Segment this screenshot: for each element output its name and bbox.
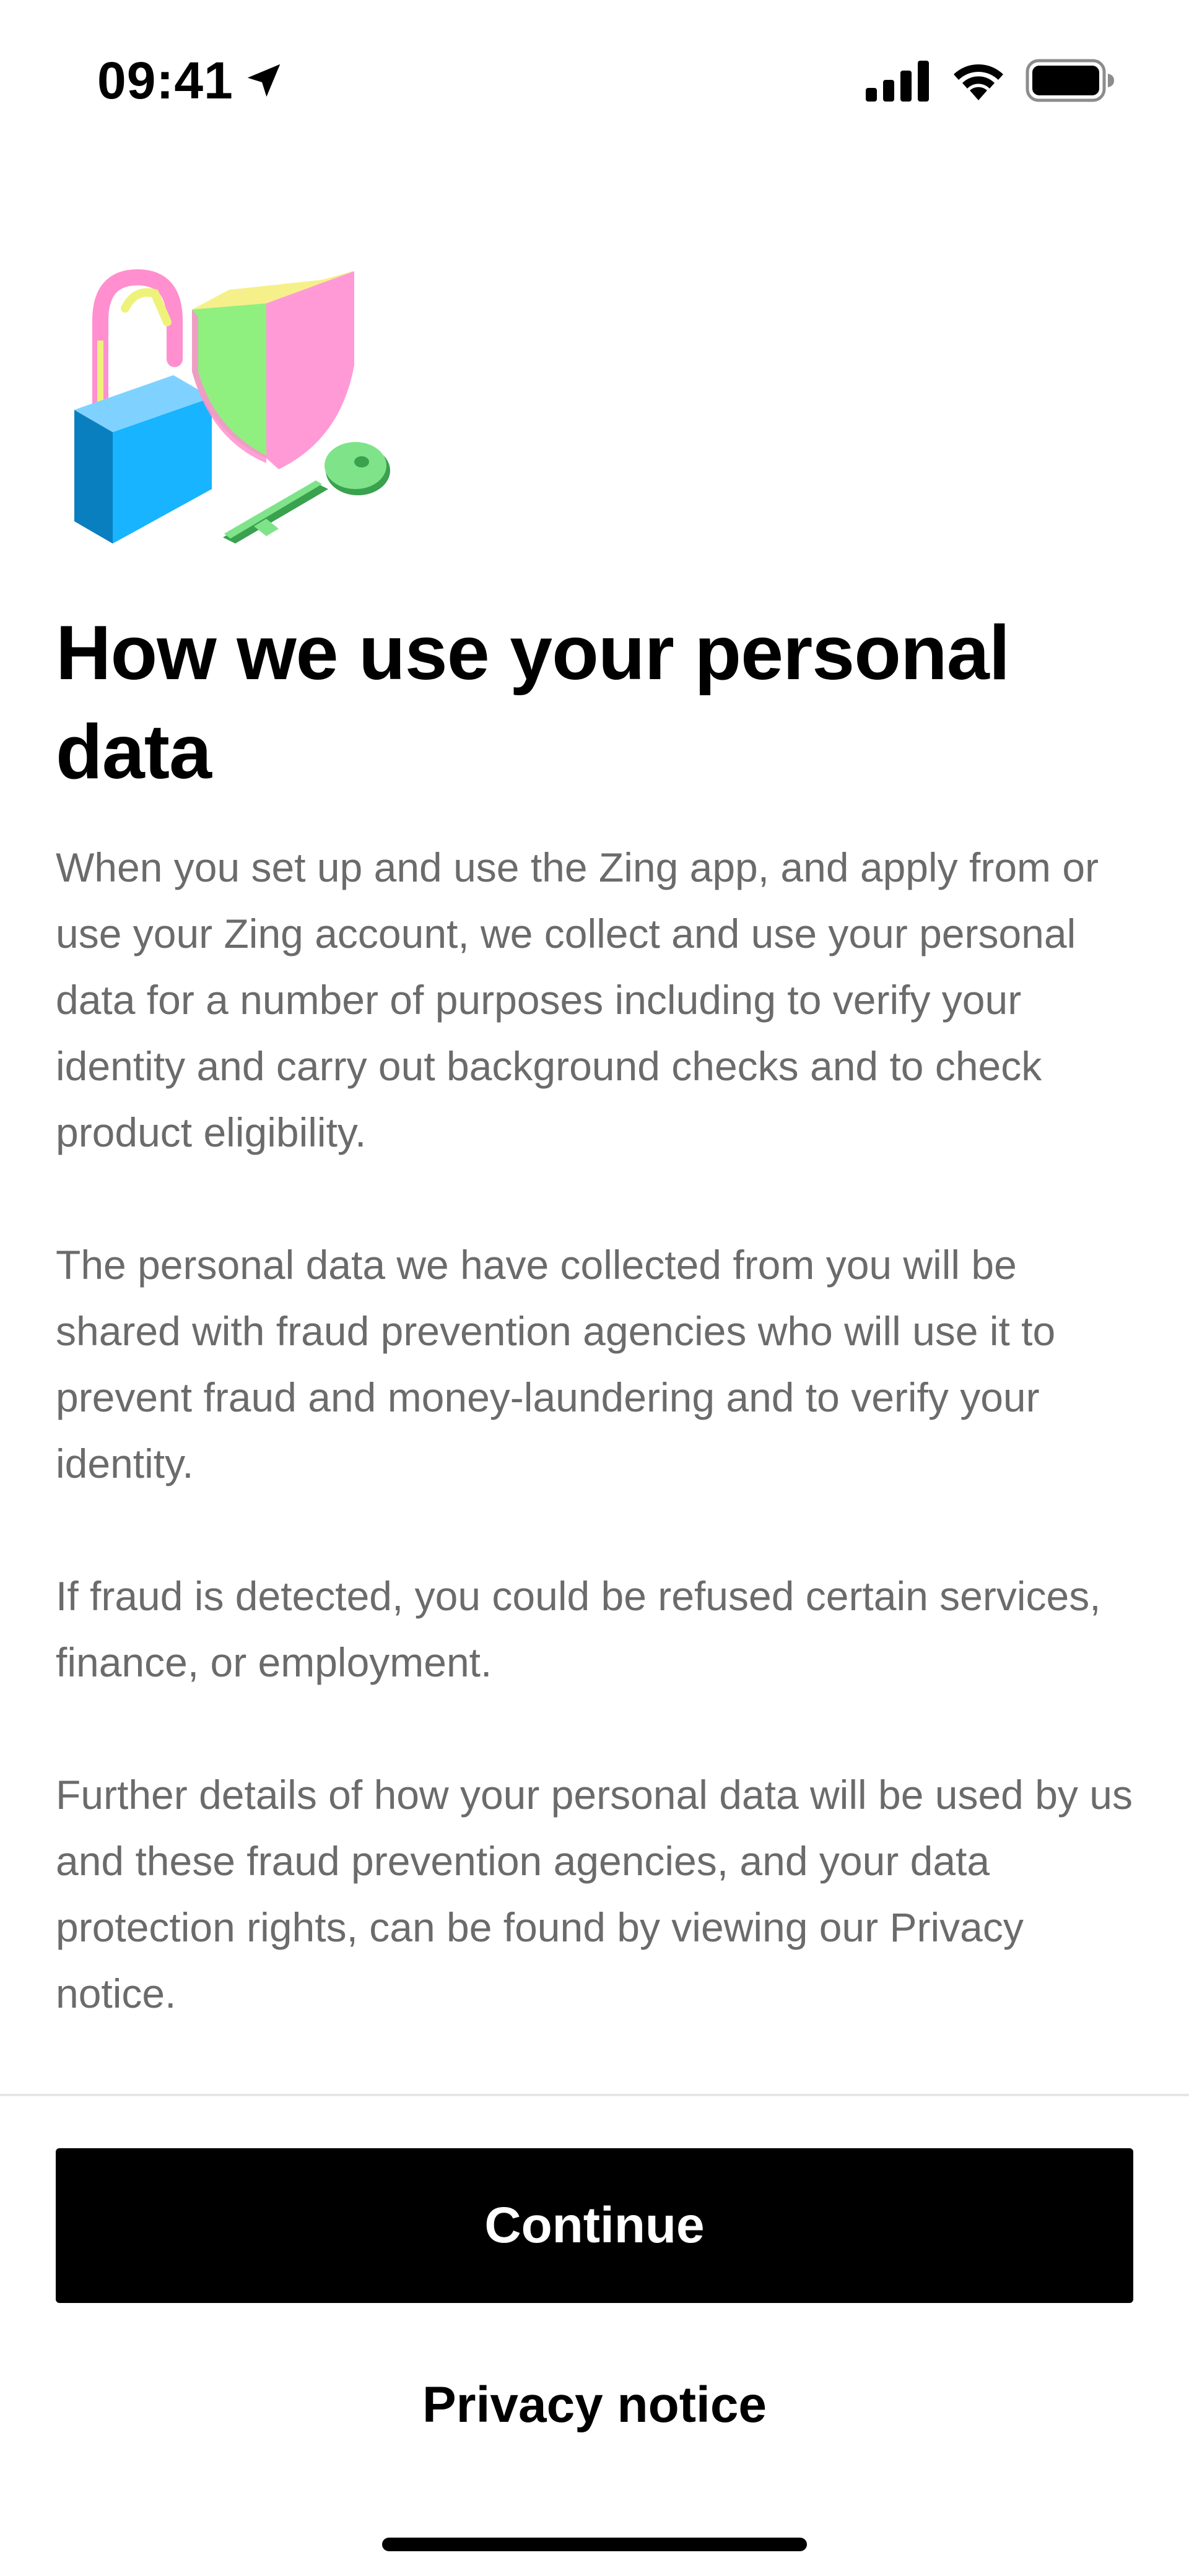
paragraph-fraud-detected: If fraud is detected, you could be refused certain services, finance, or employment. bbox=[56, 1573, 1101, 1685]
footer-divider bbox=[0, 2094, 1189, 2096]
wifi-icon bbox=[950, 59, 1007, 102]
privacy-notice-button[interactable]: Privacy notice bbox=[56, 2346, 1133, 2464]
cellular-signal-icon bbox=[866, 59, 930, 102]
continue-button[interactable]: Continue bbox=[56, 2148, 1133, 2303]
location-arrow-icon bbox=[242, 59, 285, 102]
status-bar bbox=[0, 0, 1189, 161]
page-title: How we use your personal data bbox=[56, 610, 1010, 795]
paragraph-further-details: Further details of how your personal data will be used by us and these fraud prevention agencies, and your data protection rights, can be found by viewing our Privacy notice. bbox=[56, 1772, 1133, 2016]
home-indicator[interactable] bbox=[382, 2538, 807, 2551]
battery-icon bbox=[1026, 59, 1116, 102]
security-illustration-icon bbox=[68, 266, 390, 551]
status-time-group bbox=[97, 50, 285, 111]
body-text bbox=[56, 835, 1133, 2027]
paragraph-data-collection: When you set up and use the Zing app, and apply from or use your Zing account, we collect and use your personal data for a number of purposes including to verify your identity and carry out background checks and to check product eligibility. bbox=[56, 844, 1099, 1155]
paragraph-fraud-agencies: The personal data we have collected from you will be shared with fraud prevention agencies who will use it to prevent fraud and money-laundering and to verify your identity. bbox=[56, 1242, 1056, 1486]
padlock-shield-key-illustration bbox=[68, 266, 390, 551]
status-time: 09:41 bbox=[97, 51, 233, 110]
status-indicators bbox=[866, 57, 1116, 104]
